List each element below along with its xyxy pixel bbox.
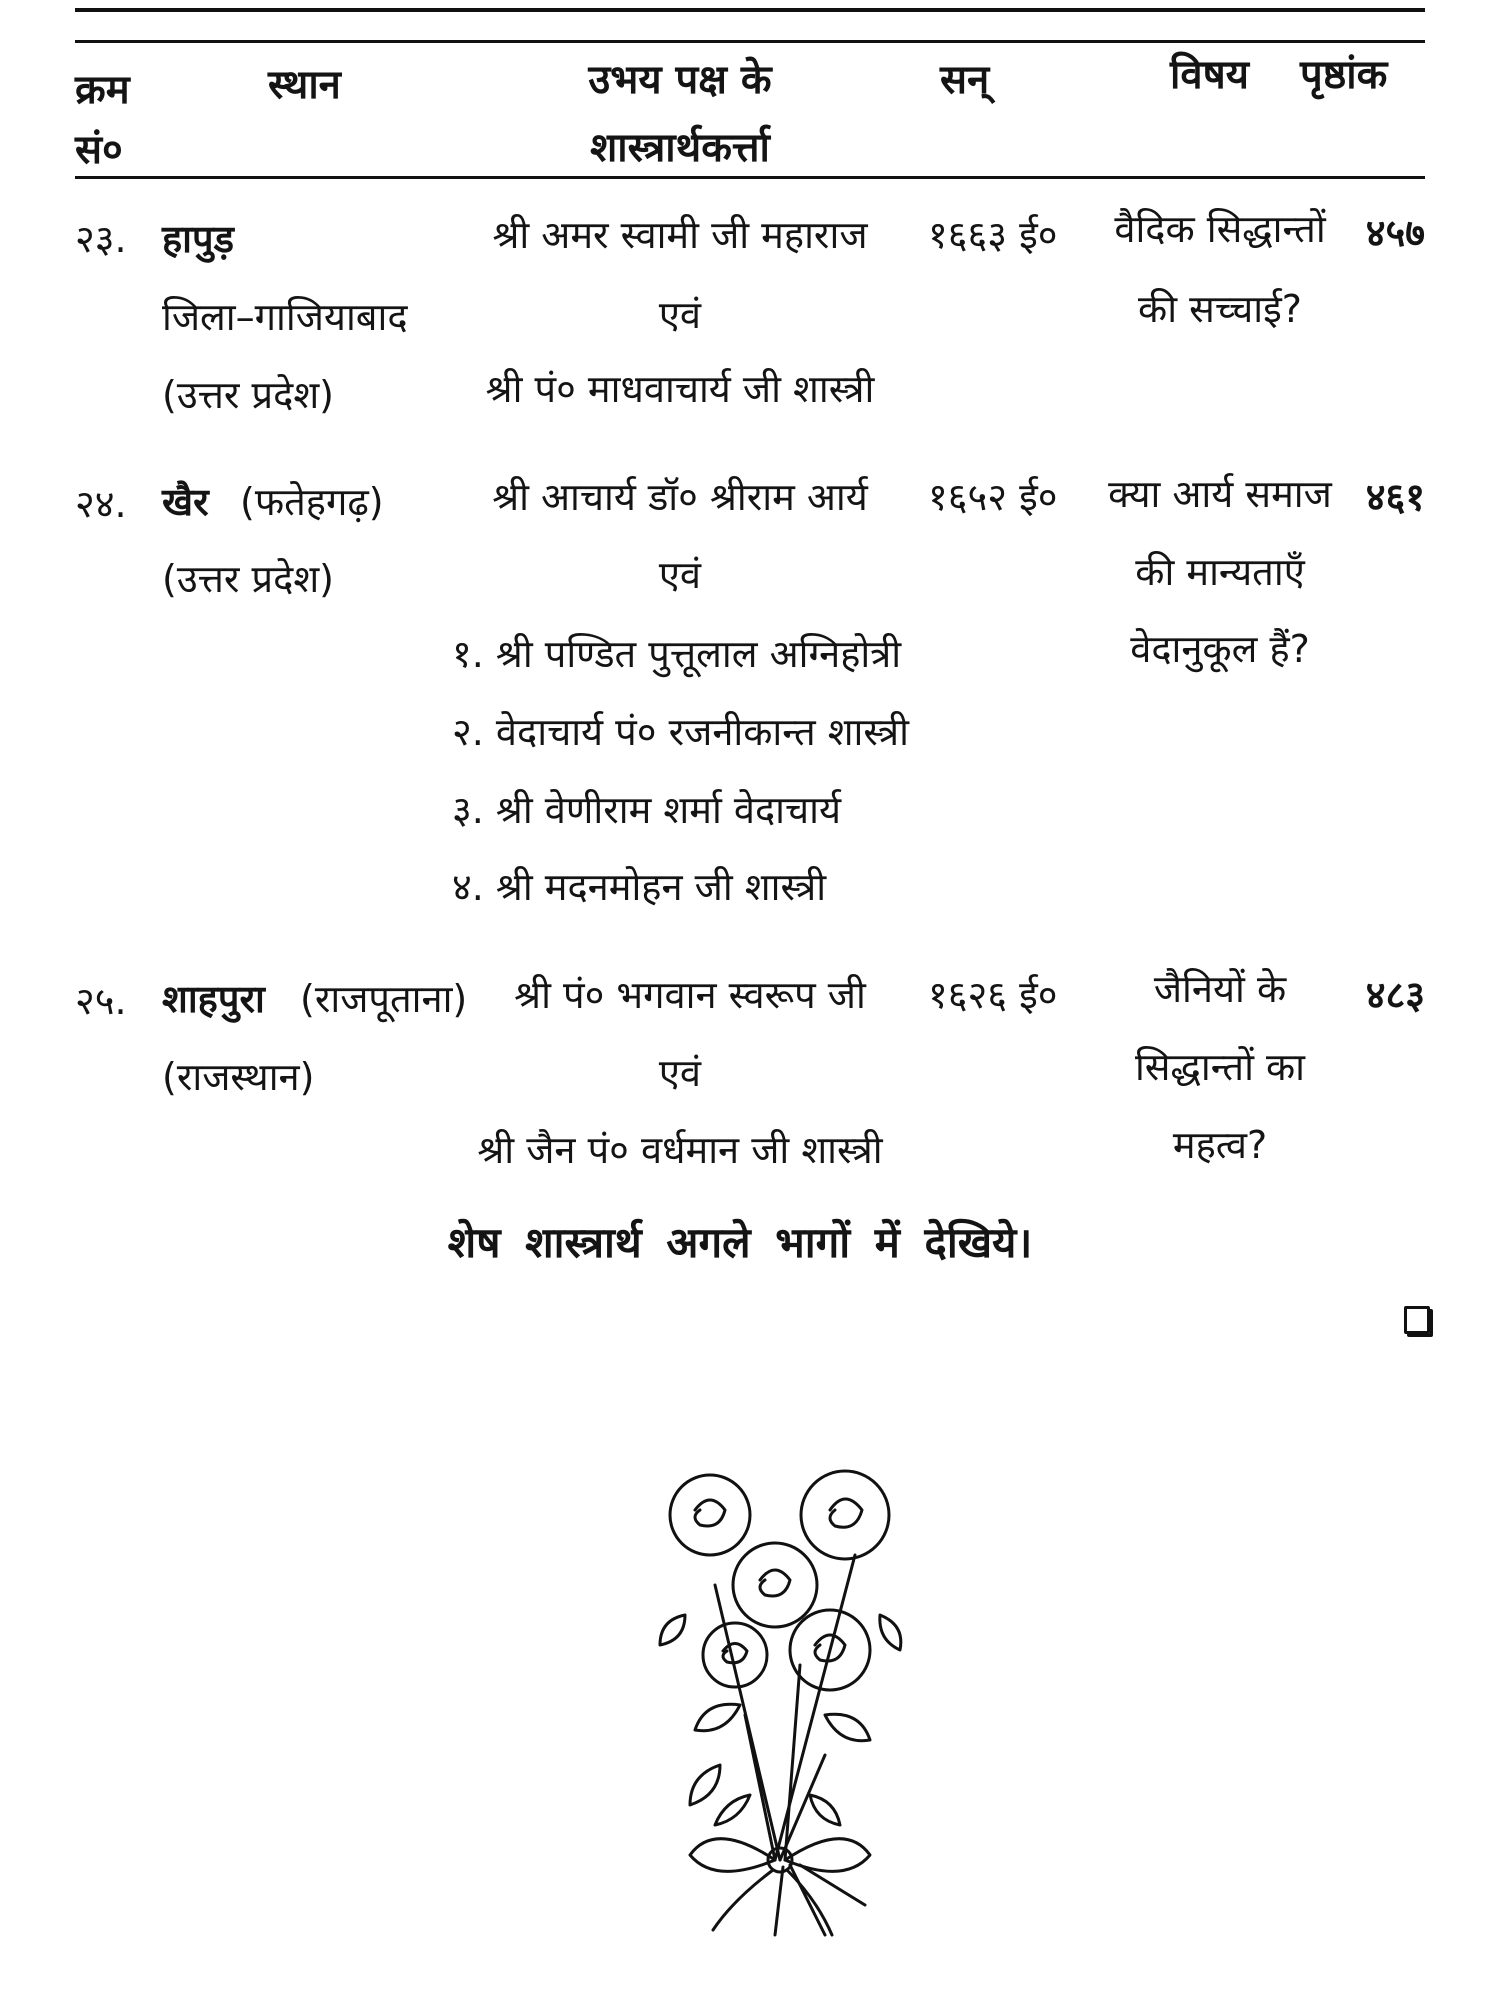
- row-serial: २४.: [75, 482, 127, 526]
- square-end-icon: [1404, 1306, 1430, 1334]
- row-debater-list-item: ४. श्री मदनमोहन जी शास्त्री: [452, 865, 827, 909]
- row-place-extra: (फतेहगढ़): [240, 480, 384, 524]
- header-place: स्थान: [268, 62, 341, 108]
- top-rule: [75, 8, 1425, 12]
- row-subject-line: जैनियों के: [1153, 967, 1287, 1011]
- row-debater-first: श्री पं० भगवान स्वरूप जी: [514, 973, 866, 1017]
- header-debaters-line1: उभय पक्ष के: [588, 57, 772, 103]
- header-page: पृष्ठांक: [1300, 52, 1388, 98]
- header-serial-line2: सं०: [75, 127, 123, 173]
- row-subject-line: सिद्धान्तों का: [1134, 1045, 1306, 1089]
- row-page-number: ४८३: [1365, 973, 1425, 1017]
- row-page-number: ४६१: [1365, 475, 1425, 519]
- row-place-name: हापुड़: [162, 217, 234, 261]
- row-place-extra: (राजपूताना): [300, 977, 468, 1021]
- header-year: सन्: [940, 57, 990, 103]
- row-subject-line: महत्व?: [1172, 1123, 1268, 1167]
- row-and-word: एवं: [658, 293, 702, 337]
- row-subject-line: वैदिक सिद्धान्तों: [1114, 207, 1326, 251]
- row-subject-line: वेदानुकूल हैं?: [1130, 627, 1310, 671]
- row-serial: २३.: [75, 217, 127, 261]
- row-year: १६६३ ई०: [928, 213, 1058, 257]
- rose-bouquet-icon: [625, 1465, 925, 1945]
- row-place-name: खैर: [162, 480, 209, 524]
- header-bottom-rule: [75, 176, 1425, 179]
- row-debater-first: श्री अमर स्वामी जी महाराज: [492, 213, 868, 257]
- row-year: १६२६ ई०: [928, 973, 1058, 1017]
- row-serial: २५.: [75, 979, 127, 1023]
- row-debater-list-item: २. वेदाचार्य पं० रजनीकान्त शास्त्री: [452, 710, 910, 754]
- header-debaters-line2: शास्त्रार्थकर्त्ता: [590, 125, 770, 171]
- footer-note: शेष शास्त्रार्थ अगले भागों में देखिये।: [447, 1218, 1033, 1267]
- row-debater-second: श्री जैन पं० वर्धमान जी शास्त्री: [477, 1128, 883, 1172]
- row-debater-second: श्री पं० माधवाचार्य जी शास्त्री: [485, 367, 875, 411]
- header-serial-line1: क्रम: [75, 67, 130, 113]
- row-year: १६५२ ई०: [928, 475, 1058, 519]
- row-place-name: शाहपुरा: [162, 977, 265, 1021]
- row-place-line: (राजस्थान): [162, 1055, 315, 1099]
- row-subject-line: की सच्चाई?: [1138, 287, 1302, 331]
- header-top-rule: [75, 40, 1425, 43]
- row-subject-line: क्या आर्य समाज: [1108, 472, 1332, 516]
- header-subject: विषय: [1170, 52, 1249, 98]
- row-place-line: जिला–गाजियाबाद: [162, 295, 408, 339]
- row-page-number: ४५७: [1365, 211, 1425, 255]
- row-debater-first: श्री आचार्य डॉ० श्रीराम आर्य: [492, 475, 868, 519]
- row-debater-list-item: १. श्री पण्डित पुत्तूलाल अग्निहोत्री: [452, 632, 902, 676]
- row-subject-line: की मान्यताएँ: [1135, 550, 1305, 594]
- row-debater-list-item: ३. श्री वेणीराम शर्मा वेदाचार्य: [452, 788, 842, 832]
- row-and-word: एवं: [658, 553, 702, 597]
- row-place-line: (उत्तर प्रदेश): [162, 557, 334, 601]
- row-place-line: (उत्तर प्रदेश): [162, 373, 334, 417]
- row-and-word: एवं: [658, 1051, 702, 1095]
